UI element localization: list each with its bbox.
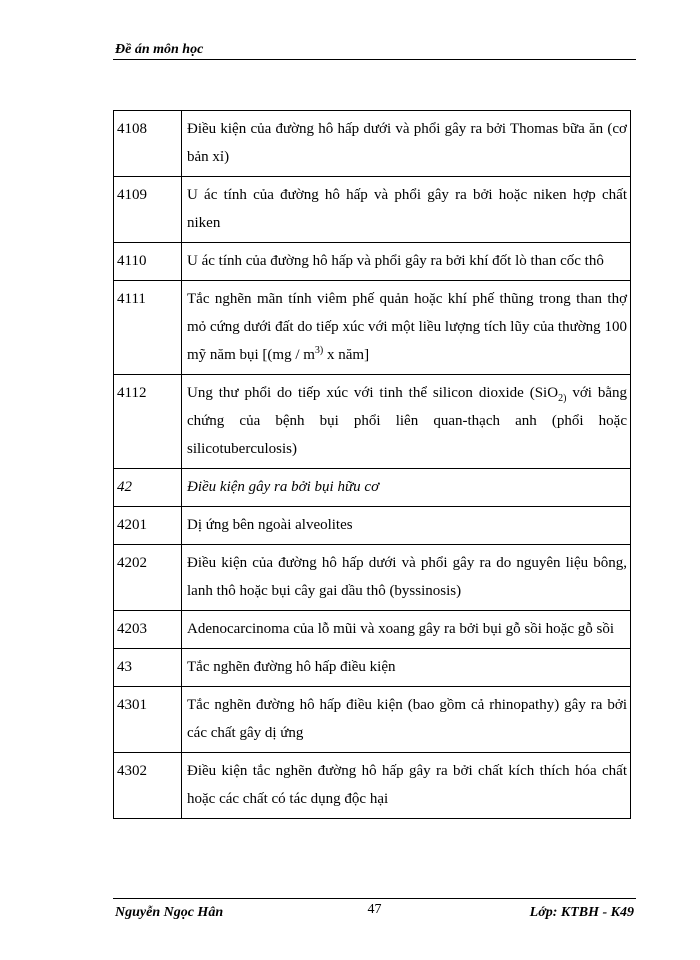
code-cell: 43 — [114, 649, 182, 687]
description-cell: U ác tính của đường hô hấp và phổi gây ra bởi hoặc niken hợp chất niken — [182, 177, 631, 243]
description-text: Ung thư phổi do tiếp xúc với tinh thể silicon dioxide (SiO — [187, 385, 559, 401]
table-row — [114, 281, 631, 375]
code-cell: 4203 — [114, 611, 182, 649]
table-row-section — [114, 649, 631, 687]
code-cell: 4112 — [114, 375, 182, 469]
description-cell: Điều kiện gây ra bởi bụi hữu cơ — [182, 469, 631, 507]
footer-class: Lớp: KTBH - K49 — [529, 905, 634, 920]
description-cell: U ác tính của đường hô hấp và phổi gây ra bởi khí đốt lò than cốc thô — [182, 243, 631, 281]
description-cell: Điều kiện của đường hô hấp dưới và phổi gây ra bởi Thomas bữa ăn (cơ bản xỉ) — [182, 111, 631, 177]
page-footer — [113, 898, 636, 928]
code-cell: 4108 — [114, 111, 182, 177]
table-row — [114, 111, 631, 177]
page-number: 47 — [367, 902, 382, 917]
table-row — [114, 177, 631, 243]
description-cell: Điều kiện tắc nghẽn đường hô hấp gây ra bởi chất kích thích hóa chất hoặc các chất có tác dụng độc hại — [182, 753, 631, 819]
code-cell: 4110 — [114, 243, 182, 281]
code-cell: 4302 — [114, 753, 182, 819]
code-cell: 42 — [114, 469, 182, 507]
description-cell: Tắc nghẽn đường hô hấp điều kiện — [182, 649, 631, 687]
footer-author: Nguyễn Ngọc Hân — [115, 905, 224, 920]
description-cell: Dị ứng bên ngoài alveolites — [182, 507, 631, 545]
page-header — [113, 42, 636, 60]
description-cell: Điều kiện của đường hô hấp dưới và phổi gây ra do nguyên liệu bông, lanh thô hoặc bụi cây gai dầu thô (byssinosis) — [182, 545, 631, 611]
subscript-text: 2) — [558, 393, 567, 404]
code-cell: 4111 — [114, 281, 182, 375]
disease-code-table — [113, 110, 631, 819]
table-row-section — [114, 469, 631, 507]
table-row — [114, 611, 631, 649]
description-cell: Adenocarcinoma của lỗ mũi và xoang gây ra bởi bụi gỗ sồi hoặc gỗ sồi — [182, 611, 631, 649]
code-cell: 4202 — [114, 545, 182, 611]
table-row — [114, 545, 631, 611]
code-cell: 4301 — [114, 687, 182, 753]
code-cell: 4109 — [114, 177, 182, 243]
disease-code-table-container — [113, 110, 630, 819]
description-cell — [182, 375, 631, 469]
header-title: Đề án môn học — [115, 42, 204, 57]
code-cell: 4201 — [114, 507, 182, 545]
description-cell — [182, 281, 631, 375]
description-text-end: với bằng chứng của bệnh bụi phổi liên quan-thạch anh (phổi hoặc silicotuberculosis) — [187, 385, 627, 457]
description-text: Tắc nghẽn mãn tính viêm phế quản hoặc khí phế thũng trong than thợ mỏ cứng dưới đất do tiếp xúc với một liều lượng tích lũy của thường 100 mỹ năm bụi [(mg / m — [187, 291, 627, 363]
table-row — [114, 243, 631, 281]
table-row — [114, 753, 631, 819]
description-cell: Tắc nghẽn đường hô hấp điều kiện (bao gồm cả rhinopathy) gây ra bởi các chất gây dị ứng — [182, 687, 631, 753]
table-row — [114, 375, 631, 469]
table-row — [114, 507, 631, 545]
description-text-end: x năm] — [323, 347, 370, 363]
table-row — [114, 687, 631, 753]
superscript-text: 3) — [314, 345, 324, 356]
